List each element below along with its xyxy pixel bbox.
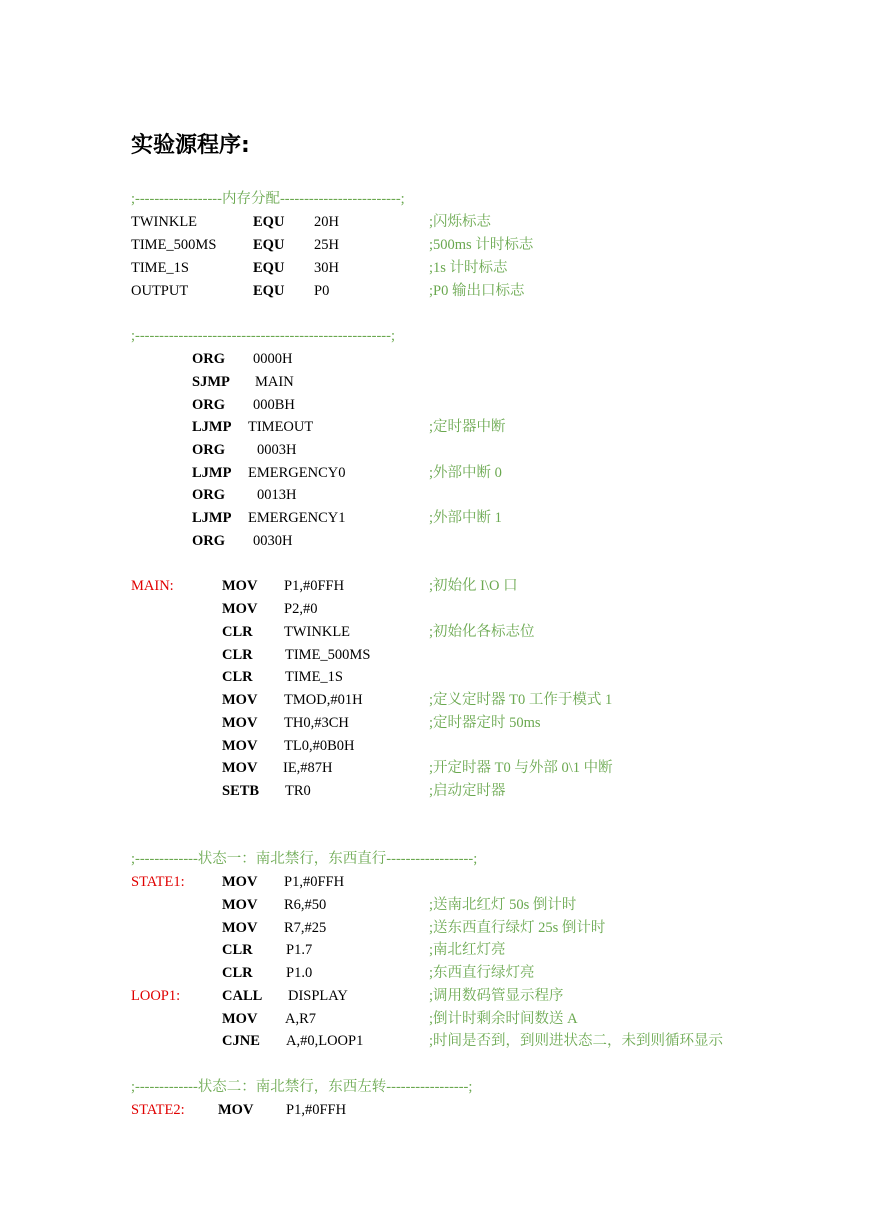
- operand: 0013H: [257, 487, 297, 503]
- code-line: [0, 1099, 869, 1121]
- operand: TIME_500MS: [285, 647, 371, 663]
- opcode: ORG: [192, 487, 226, 503]
- comment: ;1s 计时标志: [429, 260, 508, 276]
- comment: ;初始化各标志位: [429, 624, 535, 640]
- opcode: EQU: [253, 237, 285, 253]
- opcode: ORG: [192, 351, 226, 367]
- operand: MAIN: [255, 374, 294, 390]
- operand: P1,#0FFH: [284, 578, 345, 594]
- operand: TWINKLE: [284, 624, 351, 640]
- comment: ;P0 输出口标志: [429, 283, 525, 299]
- operand: TH0,#3CH: [284, 715, 349, 731]
- opcode: LJMP: [192, 419, 232, 435]
- operand: IE,#87H: [283, 760, 333, 776]
- opcode: MOV: [222, 692, 258, 708]
- memory-separator: ;------------------内存分配-------------------------;: [131, 191, 405, 207]
- code-line: [0, 530, 869, 552]
- operand: DISPLAY: [288, 988, 348, 1004]
- state2-separator: ;-------------状态二：南北禁行，东西左转-----------------;: [131, 1079, 473, 1095]
- code-label: MAIN:: [131, 578, 174, 594]
- operand: P1,#0FFH: [284, 874, 345, 890]
- opcode: ORG: [192, 397, 226, 413]
- operand: 30H: [314, 260, 339, 276]
- operand: 0000H: [253, 351, 293, 367]
- code-line: [0, 985, 869, 1007]
- code-line: [0, 1008, 869, 1030]
- code-line: [0, 1030, 869, 1052]
- opcode: SETB: [222, 783, 260, 799]
- operand: 0030H: [253, 533, 293, 549]
- comment: ;南北红灯亮: [429, 942, 506, 958]
- code-line: [0, 484, 869, 506]
- code-line: [0, 257, 869, 279]
- operand: A,R7: [285, 1011, 317, 1027]
- opcode: MOV: [222, 578, 258, 594]
- code-line: [0, 280, 869, 302]
- operand: P2,#0: [284, 601, 318, 617]
- code-label: STATE1:: [131, 874, 185, 890]
- opcode: ORG: [192, 533, 226, 549]
- operand: P1,#0FFH: [286, 1102, 347, 1118]
- operand: P1.0: [286, 965, 313, 981]
- operand: A,#0,LOOP1: [286, 1033, 364, 1049]
- operand: 25H: [314, 237, 339, 253]
- comment: ;闪烁标志: [429, 214, 492, 230]
- operand: P1.7: [286, 942, 313, 958]
- opcode: LJMP: [192, 465, 232, 481]
- comment: ;启动定时器: [429, 783, 506, 799]
- code-line: [0, 780, 869, 802]
- opcode: EQU: [253, 260, 285, 276]
- code-line: [0, 234, 869, 256]
- operand: 20H: [314, 214, 339, 230]
- comment: ;送东西直行绿灯 25s 倒计时: [429, 920, 606, 936]
- page-title: 实验源程序:: [131, 133, 250, 158]
- opcode: CLR: [222, 647, 253, 663]
- symbol-label: TIME_500MS: [131, 237, 217, 253]
- operand: R7,#25: [284, 920, 327, 936]
- operand: TR0: [285, 783, 311, 799]
- symbol-label: OUTPUT: [131, 283, 189, 299]
- comment: ;500ms 计时标志: [429, 237, 534, 253]
- operand: 0003H: [257, 442, 297, 458]
- comment: ;倒计时剩余时间数送 A: [429, 1011, 578, 1027]
- code-line: [0, 575, 869, 597]
- opcode: CALL: [222, 988, 263, 1004]
- comment: ;定义定时器 T0 工作于模式 1: [429, 692, 613, 708]
- opcode: MOV: [222, 715, 258, 731]
- code-label: STATE2:: [131, 1102, 185, 1118]
- opcode: EQU: [253, 283, 285, 299]
- opcode: CLR: [222, 669, 253, 685]
- opcode: MOV: [222, 920, 258, 936]
- comment: ;外部中断 0: [429, 465, 502, 481]
- operand: TMOD,#01H: [284, 692, 363, 708]
- code-line: [0, 894, 869, 916]
- comment: ;初始化 I\O 口: [429, 578, 518, 594]
- opcode: CLR: [222, 942, 253, 958]
- code-line: [0, 348, 869, 370]
- opcode: MOV: [218, 1102, 254, 1118]
- code-line: [0, 962, 869, 984]
- operand: P0: [314, 283, 330, 299]
- symbol-label: TIME_1S: [131, 260, 189, 276]
- comment: ;定时器定时 50ms: [429, 715, 541, 731]
- code-line: [0, 621, 869, 643]
- comment: ;送南北红灯 50s 倒计时: [429, 897, 577, 913]
- operand: EMERGENCY0: [248, 465, 346, 481]
- opcode: MOV: [222, 874, 258, 890]
- opcode: SJMP: [192, 374, 230, 390]
- state1-separator: ;-------------状态一：南北禁行，东西直行------------------;: [131, 851, 478, 867]
- operand: TIMEOUT: [248, 419, 314, 435]
- code-line: [0, 394, 869, 416]
- comment: ;调用数码管显示程序: [429, 988, 564, 1004]
- code-line: [0, 689, 869, 711]
- operand: TL0,#0B0H: [284, 738, 355, 754]
- opcode: CJNE: [222, 1033, 260, 1049]
- operand: TIME_1S: [285, 669, 343, 685]
- opcode: MOV: [222, 760, 258, 776]
- code-line: [0, 507, 869, 529]
- code-label: LOOP1:: [131, 988, 181, 1004]
- opcode: EQU: [253, 214, 285, 230]
- comment: ;开定时器 T0 与外部 0\1 中断: [429, 760, 613, 776]
- code-line: [0, 644, 869, 666]
- vectors-separator: ;-----------------------------------------------------;: [131, 328, 395, 344]
- operand: 000BH: [253, 397, 295, 413]
- opcode: MOV: [222, 738, 258, 754]
- comment: ;定时器中断: [429, 419, 506, 435]
- opcode: CLR: [222, 624, 253, 640]
- code-line: [0, 871, 869, 893]
- code-line: [0, 712, 869, 734]
- code-line: [0, 211, 869, 233]
- operand: EMERGENCY1: [248, 510, 346, 526]
- opcode: MOV: [222, 1011, 258, 1027]
- code-line: [0, 917, 869, 939]
- opcode: MOV: [222, 601, 258, 617]
- opcode: ORG: [192, 442, 226, 458]
- code-line: [0, 462, 869, 484]
- code-line: [0, 939, 869, 961]
- code-line: [0, 598, 869, 620]
- comment: ;东西直行绿灯亮: [429, 965, 535, 981]
- code-line: [0, 371, 869, 393]
- comment: ;时间是否到，到则进状态二，未到则循环显示: [429, 1033, 724, 1049]
- code-line: [0, 757, 869, 779]
- code-line: [0, 735, 869, 757]
- operand: R6,#50: [284, 897, 327, 913]
- symbol-label: TWINKLE: [131, 214, 198, 230]
- opcode: CLR: [222, 965, 253, 981]
- comment: ;外部中断 1: [429, 510, 502, 526]
- code-line: [0, 416, 869, 438]
- code-line: [0, 439, 869, 461]
- opcode: MOV: [222, 897, 258, 913]
- opcode: LJMP: [192, 510, 232, 526]
- code-line: [0, 666, 869, 688]
